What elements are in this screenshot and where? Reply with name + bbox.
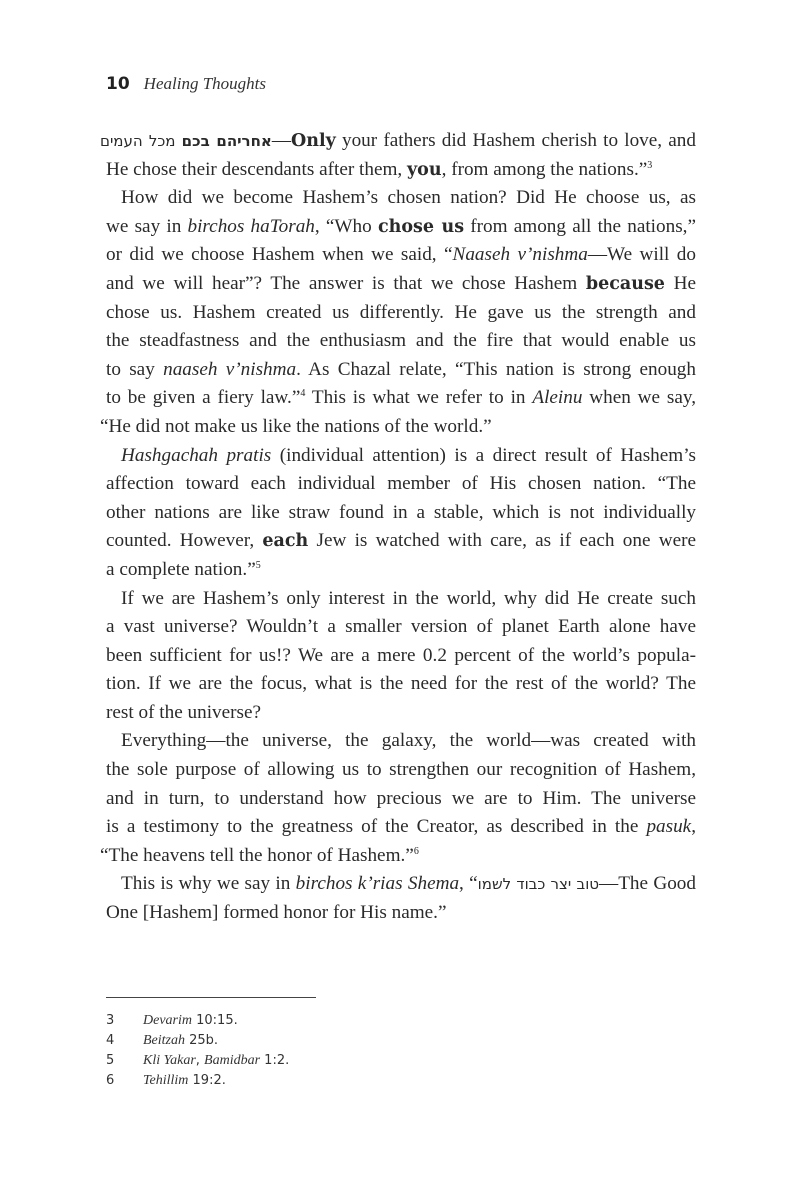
text-line: affection toward each individual member of His chosen nation. “The [106, 473, 696, 495]
text: is a testimony to the greatness of the Creator, as described in the [106, 816, 647, 838]
text: He chose their descendants after them, [106, 158, 408, 180]
text-line: One [Hashem] formed honor for His name.” [106, 902, 447, 924]
bold-text: each [262, 531, 309, 552]
footnote-text [143, 1051, 289, 1071]
bold-text: Only [291, 131, 336, 151]
text-line: a vast universe? Wouldn’t a smaller version of planet Earth alone have [106, 616, 696, 638]
footnote-number: 3 [106, 1013, 115, 1028]
text-line [106, 213, 696, 242]
text: counted. However, [106, 530, 263, 552]
text: (individual attention) is a direct result of Hashem’s [271, 444, 696, 466]
text: we say in [106, 215, 188, 237]
running-title: Healing Thoughts [143, 74, 266, 93]
text: to be given a fiery law.” [106, 387, 301, 409]
text: . As Chazal relate, “This nation is strong enough [296, 358, 696, 380]
body-text [100, 127, 697, 928]
text-line [106, 156, 696, 185]
text: when we say, [582, 387, 697, 409]
italic-text: naaseh v’nishma [163, 358, 297, 380]
text: to say [106, 358, 164, 380]
italic-text: Devarim [143, 1013, 192, 1028]
text: your fathers did Hashem cherish to love, and [335, 130, 696, 151]
hebrew-plain: מכל העמים [100, 132, 176, 150]
text: He [664, 272, 696, 294]
italic-text: Hashgachah pratis [121, 444, 272, 466]
text-line [106, 527, 696, 556]
page-number: 10 [106, 74, 130, 94]
text: Jew is watched with care, as if each one were [308, 530, 696, 552]
text: , [195, 1053, 205, 1068]
dash: — [271, 130, 291, 151]
text-line: other nations are like straw found in a stable, which is not individually [106, 501, 696, 523]
bold-text: because [585, 273, 665, 294]
text-line: been sufficient for us!? We are a mere 0.2 percent of the world’s popula- [106, 644, 696, 666]
text-line: the steadfastness and the enthusiasm and the fire that would enable us [106, 330, 696, 352]
text: , “ [459, 873, 478, 895]
italic-text: Tehillim [143, 1073, 189, 1088]
italic-text: Aleinu [532, 387, 583, 409]
footnote-text [143, 1011, 238, 1031]
footnote-divider [106, 997, 316, 998]
text-line: the sole purpose of allowing us to strengthen our recognition of Hashem, [106, 759, 696, 781]
italic-text: Naaseh v’nishma [452, 244, 588, 266]
text-line [100, 842, 696, 871]
italic-text: birchos k’rias Shema [295, 873, 460, 895]
text: from among all the nations,” [464, 215, 696, 237]
footnote-ref[interactable]: 5 [255, 559, 261, 571]
text: , from among the nations.” [441, 158, 648, 180]
footnote-ref[interactable]: 6 [413, 845, 419, 857]
hebrew-bold: אחריהם בכם [181, 132, 272, 150]
italic-text: Beitzah [143, 1033, 185, 1048]
italic-text: pasuk [646, 816, 692, 838]
text-line [106, 442, 696, 471]
footnote-text [143, 1031, 218, 1051]
text: 25b. [185, 1033, 219, 1048]
text-line: If we are Hashem’s only interest in the world, why did He create such [121, 587, 696, 609]
bold-text: chose us [377, 216, 465, 237]
footnote-number: 6 [106, 1073, 115, 1088]
footnote [106, 1051, 289, 1071]
text: 19:2. [188, 1073, 226, 1088]
text-line: Everything—the universe, the galaxy, the world—was created with [121, 730, 696, 752]
text-line: tion. If we are the focus, what is the need for the rest of the world? The [106, 673, 696, 695]
text-line [106, 241, 696, 270]
text-line: and in turn, to understand how precious we are to Him. The universe [106, 787, 696, 809]
footnote [106, 1011, 289, 1031]
text: or did we choose Hashem when we said, “ [106, 244, 453, 266]
text: 1:2. [260, 1053, 290, 1068]
text: —We will do [587, 244, 696, 266]
text: , “Who [314, 215, 378, 237]
footnote-number: 5 [106, 1053, 115, 1068]
italic-text: Kli Yakar [143, 1053, 196, 1068]
hebrew-text: טוב יצר כבוד לשמו [477, 875, 600, 894]
text: This is why we say in [121, 873, 296, 895]
hebrew-text [100, 132, 272, 150]
italic-text: Bamidbar [204, 1053, 261, 1068]
text: , [691, 816, 696, 838]
bold-text: you [407, 159, 442, 180]
text-line [106, 384, 696, 413]
text: This is what we refer to in [305, 387, 533, 409]
text-line: chose us. Hashem created us differently. He gave us the strength and [106, 301, 696, 323]
text: “The heavens tell the honor of Hashem.” [100, 844, 414, 866]
text: a complete nation.” [106, 558, 256, 580]
footnote-ref[interactable]: 3 [647, 159, 653, 171]
footnote-ref[interactable]: 4 [300, 388, 306, 400]
text: 10:15. [192, 1013, 238, 1028]
text-line [106, 356, 696, 385]
text-line [106, 556, 696, 585]
text-line: How did we become Hashem’s chosen nation? Did He choose us, as [121, 187, 696, 209]
text: and we will hear”? The answer is that we chose Hashem [106, 272, 586, 294]
text-line [106, 270, 696, 299]
running-header [106, 71, 266, 96]
footnote-number: 4 [106, 1033, 115, 1048]
text-line: rest of the universe? [106, 701, 262, 723]
text-line: “He did not make us like the nations of the world.” [100, 415, 492, 437]
footnotes [106, 1011, 289, 1091]
text-line [100, 127, 696, 156]
footnote-text [143, 1071, 226, 1091]
text-line [106, 813, 696, 842]
text: —The Good [599, 873, 696, 895]
italic-text: birchos haTorah [187, 215, 315, 237]
text-line [106, 870, 696, 899]
footnote [106, 1071, 289, 1091]
footnote [106, 1031, 289, 1051]
